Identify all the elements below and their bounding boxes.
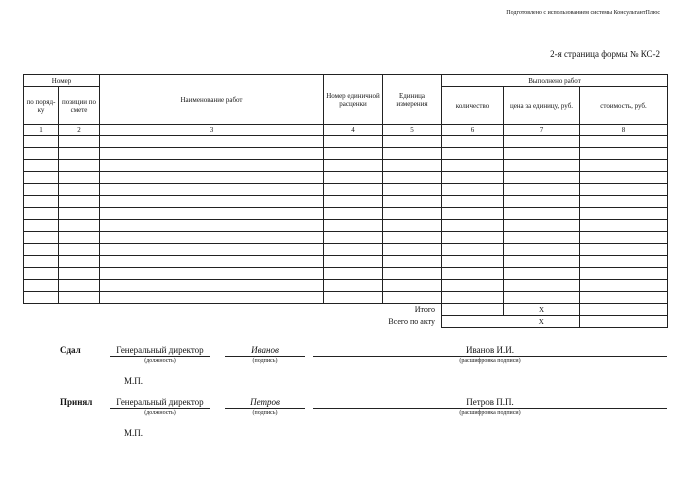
total-cost-cell[interactable] [580, 304, 668, 316]
total-label: Итого [414, 304, 435, 314]
table-cell[interactable] [442, 172, 504, 184]
handed-stamp-place: М.П. [124, 376, 144, 386]
table-cell[interactable] [100, 280, 324, 292]
table-cell[interactable] [324, 256, 383, 268]
table-cell[interactable] [442, 292, 504, 304]
table-cell[interactable] [383, 256, 442, 268]
table-cell[interactable] [504, 244, 580, 256]
act-total-row [24, 316, 668, 328]
table-cell[interactable] [442, 196, 504, 208]
table-cell[interactable] [504, 256, 580, 268]
table-cell[interactable] [383, 196, 442, 208]
table-cell[interactable] [442, 148, 504, 160]
table-row [24, 148, 668, 160]
table-cell[interactable] [59, 268, 100, 280]
table-cell[interactable] [442, 256, 504, 268]
table-cell[interactable] [59, 220, 100, 232]
table-cell[interactable] [504, 208, 580, 220]
table-cell[interactable] [59, 244, 100, 256]
header-done-group: Выполнено работ [442, 75, 668, 87]
table-cell[interactable] [383, 244, 442, 256]
table-cell[interactable] [442, 220, 504, 232]
table-cell[interactable] [504, 136, 580, 148]
table-cell[interactable] [24, 148, 59, 160]
table-cell[interactable] [383, 160, 442, 172]
table-cell[interactable] [59, 196, 100, 208]
table-cell[interactable] [504, 148, 580, 160]
column-number: 4 [324, 125, 383, 136]
column-number-row [24, 125, 668, 136]
table-cell[interactable] [383, 220, 442, 232]
table-cell[interactable] [324, 148, 383, 160]
accepted-signature-caption: (подпись) [252, 410, 278, 416]
table-row [24, 256, 668, 268]
table-cell[interactable] [580, 244, 668, 256]
table-cell[interactable] [580, 148, 668, 160]
table-cell[interactable] [100, 196, 324, 208]
total-row [24, 304, 668, 316]
table-cell[interactable] [324, 196, 383, 208]
table-cell[interactable] [580, 172, 668, 184]
table-cell[interactable] [100, 208, 324, 220]
table-cell[interactable] [24, 172, 59, 184]
table-cell[interactable] [324, 136, 383, 148]
table-cell[interactable] [324, 280, 383, 292]
header-number-group: Номер [24, 75, 100, 87]
table-cell[interactable] [100, 256, 324, 268]
table-cell[interactable] [504, 280, 580, 292]
table-cell[interactable] [442, 208, 504, 220]
table-row [24, 160, 668, 172]
accepted-decoding-field [313, 397, 667, 417]
table-cell[interactable] [580, 232, 668, 244]
table-cell[interactable] [580, 256, 668, 268]
accepted-stamp-place: М.П. [124, 428, 144, 438]
header-estimate-position: позиции по смете [59, 87, 100, 125]
header-rate-number: Номер единичной расценки [324, 75, 383, 125]
handed-decoding-field [313, 345, 667, 365]
table-cell[interactable] [24, 160, 59, 172]
handed-signature-caption: (подпись) [252, 358, 278, 364]
table-cell[interactable] [383, 268, 442, 280]
table-cell[interactable] [24, 196, 59, 208]
act-total-label: Всего по акту [388, 316, 435, 326]
table-cell[interactable] [383, 232, 442, 244]
table-cell[interactable] [580, 280, 668, 292]
table-cell[interactable] [383, 184, 442, 196]
accepted-signature-block [0, 397, 700, 437]
table-cell[interactable] [59, 172, 100, 184]
table-cell[interactable] [442, 232, 504, 244]
table-cell[interactable] [24, 280, 59, 292]
table-cell[interactable] [504, 172, 580, 184]
act-total-cost-cell[interactable] [580, 316, 668, 328]
table-cell[interactable] [59, 280, 100, 292]
table-cell[interactable] [504, 184, 580, 196]
act-total-quantity-cell[interactable] [442, 316, 504, 328]
table-cell[interactable] [383, 208, 442, 220]
table-cell[interactable] [383, 148, 442, 160]
handed-position-caption: (должность) [144, 358, 176, 364]
column-number: 7 [504, 125, 580, 136]
table-cell[interactable] [580, 196, 668, 208]
table-cell[interactable] [580, 292, 668, 304]
table-cell[interactable] [504, 232, 580, 244]
table-cell[interactable] [580, 160, 668, 172]
table-cell[interactable] [580, 220, 668, 232]
table-row [24, 220, 668, 232]
table-cell[interactable] [59, 232, 100, 244]
header-unit-price: цена за единицу, руб. [504, 87, 580, 125]
accepted-position-caption: (должность) [144, 410, 176, 416]
table-cell[interactable] [100, 184, 324, 196]
column-number: 1 [24, 125, 59, 136]
table-cell[interactable] [580, 208, 668, 220]
accepted-decoding: Петров П.П. [313, 397, 667, 409]
table-cell[interactable] [580, 184, 668, 196]
table-cell[interactable] [100, 136, 324, 148]
header-work-name: Наименование работ [100, 75, 324, 125]
works-table [23, 74, 668, 328]
total-price-mark: X [504, 304, 580, 316]
table-cell[interactable] [24, 232, 59, 244]
handed-signature: Иванов [225, 345, 305, 357]
handed-signature-field [225, 345, 305, 365]
table-cell[interactable] [324, 160, 383, 172]
header-row-order: по поряд-ку [24, 87, 59, 125]
table-cell[interactable] [24, 184, 59, 196]
table-cell[interactable] [324, 208, 383, 220]
table-cell[interactable] [383, 280, 442, 292]
table-cell[interactable] [24, 256, 59, 268]
table-cell[interactable] [383, 292, 442, 304]
table-cell[interactable] [100, 244, 324, 256]
table-cell[interactable] [24, 208, 59, 220]
total-quantity-cell[interactable] [442, 304, 504, 316]
handed-position-field [110, 345, 210, 365]
accepted-position-field [110, 397, 210, 417]
table-row [24, 208, 668, 220]
page-caption: 2-я страница формы № КС-2 [550, 49, 660, 59]
table-cell[interactable] [59, 208, 100, 220]
column-number: 3 [100, 125, 324, 136]
table-cell[interactable] [100, 172, 324, 184]
table-cell[interactable] [100, 160, 324, 172]
table-cell[interactable] [504, 292, 580, 304]
header-quantity: количество [442, 87, 504, 125]
table-cell[interactable] [59, 148, 100, 160]
table-cell[interactable] [504, 268, 580, 280]
handed-role: Сдал [60, 345, 81, 355]
table-cell[interactable] [59, 160, 100, 172]
table-cell[interactable] [324, 292, 383, 304]
header-unit: Единица измерения [383, 75, 442, 125]
table-row [24, 196, 668, 208]
table-cell[interactable] [59, 292, 100, 304]
table-row [24, 136, 668, 148]
table-row [24, 172, 668, 184]
table-cell[interactable] [504, 160, 580, 172]
table-cell[interactable] [442, 280, 504, 292]
table-row [24, 184, 668, 196]
accepted-signature-field [225, 397, 305, 417]
table-cell[interactable] [59, 136, 100, 148]
table-row [24, 244, 668, 256]
table-cell[interactable] [24, 292, 59, 304]
table-cell[interactable] [442, 184, 504, 196]
table-cell[interactable] [442, 268, 504, 280]
table-cell[interactable] [324, 244, 383, 256]
table-cell[interactable] [383, 172, 442, 184]
accepted-decoding-caption: (расшифровка подписи) [459, 410, 521, 416]
table-cell[interactable] [442, 136, 504, 148]
table-cell[interactable] [324, 184, 383, 196]
column-number: 5 [383, 125, 442, 136]
handed-decoding-caption: (расшифровка подписи) [459, 358, 521, 364]
handed-signature-block [0, 345, 700, 385]
table-row [24, 268, 668, 280]
table-cell[interactable] [324, 232, 383, 244]
table-cell[interactable] [59, 256, 100, 268]
table-cell[interactable] [580, 136, 668, 148]
table-row [24, 280, 668, 292]
table-cell[interactable] [24, 136, 59, 148]
table-cell[interactable] [324, 268, 383, 280]
table-cell[interactable] [100, 148, 324, 160]
table-cell[interactable] [24, 220, 59, 232]
table-cell[interactable] [100, 292, 324, 304]
handed-position: Генеральный директор [110, 345, 210, 357]
table-cell[interactable] [442, 160, 504, 172]
act-total-price-mark: X [504, 316, 580, 328]
table-cell[interactable] [504, 220, 580, 232]
table-cell[interactable] [24, 268, 59, 280]
table-cell[interactable] [442, 244, 504, 256]
table-cell[interactable] [324, 172, 383, 184]
table-cell[interactable] [100, 268, 324, 280]
table-row [24, 232, 668, 244]
table-cell[interactable] [59, 184, 100, 196]
table-cell[interactable] [100, 232, 324, 244]
table-cell[interactable] [100, 220, 324, 232]
table-cell[interactable] [24, 244, 59, 256]
table-cell[interactable] [383, 136, 442, 148]
handed-decoding: Иванов И.И. [313, 345, 667, 357]
consultant-plus-note: Подготовлено с использованием системы КонсультантПлюс [506, 10, 660, 16]
accepted-role: Принял [60, 397, 93, 407]
accepted-signature: Петров [225, 397, 305, 409]
column-number: 6 [442, 125, 504, 136]
accepted-position: Генеральный директор [110, 397, 210, 409]
column-number: 8 [580, 125, 668, 136]
column-number: 2 [59, 125, 100, 136]
table-cell[interactable] [580, 268, 668, 280]
table-row [24, 292, 668, 304]
table-cell[interactable] [504, 196, 580, 208]
table-cell[interactable] [324, 220, 383, 232]
header-cost: стоимость, руб. [580, 87, 668, 125]
